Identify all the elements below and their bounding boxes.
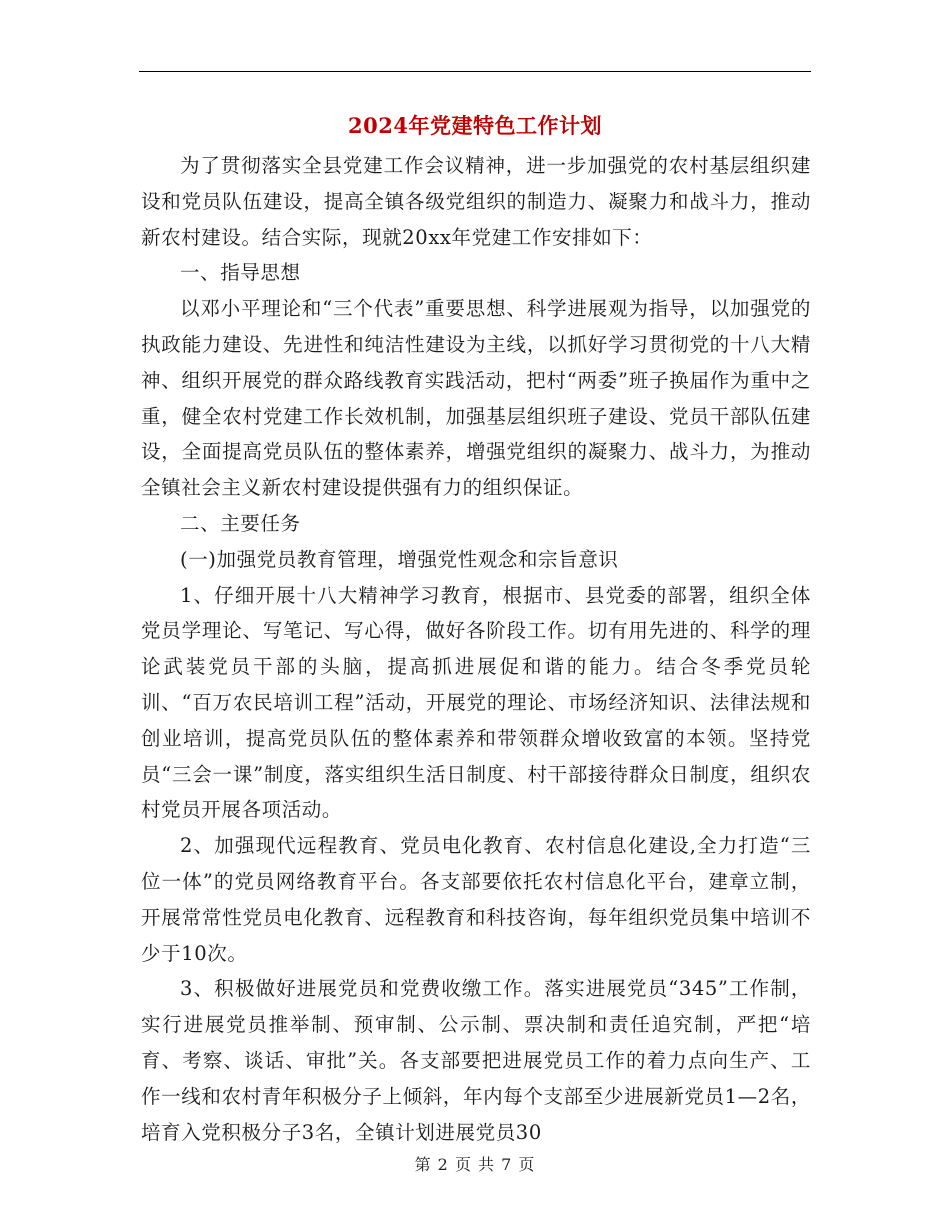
heading-guiding-ideology: 一、指导思想 [180,261,301,285]
paragraph-guiding-ideology: 以邓小平理论和“三个代表”重要思想、科学进展观为指导，以加强党的执政能力建设、先进性和纯洁性建设为主线，以抓好学习贯彻党的十八大精神、组织开展党的群众路线教育实践活动，把村“两委”班子换届作为重中之重，健全农村党建工作长效机制，加强基层组织班子建设、党员干部队伍建设，全面提高党员队伍的整体素养，增强党组织的凝聚力、战斗力，为推动全镇社会主义新农村建设提供强有力的组织保证。 [141,297,811,500]
document-body [141,148,811,1150]
document-title: 2024年党建特色工作计划 [348,113,602,138]
paragraph-task-1-item-3: 3、积极做好进展党员和党费收缴工作。落实进展党员“345”工作制，实行进展党员推举制、预审制、公示制、票决制和责任追究制，严把“培育、考察、谈话、审批”关。各支部要把进展党员工作的着力点向生产、工作一线和农村青年积极分子上倾斜，年内每个支部至少进展新党员1—2名，培育入党积极分子3名，全镇计划进展党员30 [141,977,811,1144]
paragraph-task-1-item-1: 1、仔细开展十八大精神学习教育，根据市、县党委的部署，组织全体党员学理论、写笔记、写心得，做好各阶段工作。切有用先进的、科学的理论武装党员干部的头脑，提高抓进展促和谐的能力。结合冬季党员轮训、“百万农民培训工程”活动，开展党的理论、市场经济知识、法律法规和创业培训，提高党员队伍的整体素养和带领群众增收致富的本领。坚持党员“三会一课”制度，落实组织生活日制度、村干部接待群众日制度，组织农村党员开展各项活动。 [141,583,811,822]
header-rule [139,71,811,72]
page-number-footer: 第 2 页 共 7 页 [414,1155,536,1174]
paragraph-intro: 为了贯彻落实全县党建工作会议精神，进一步加强党的农村基层组织建设和党员队伍建设，提高全镇各级党组织的制造力、凝聚力和战斗力，推动新农村建设。结合实际，现就20xx年党建工作安排如下： [141,154,811,249]
subheading-task-1: (一)加强党员教育管理，增强党性观念和宗旨意识 [180,547,619,571]
heading-main-tasks: 二、主要任务 [180,511,301,535]
paragraph-task-1-item-2: 2、加强现代远程教育、党员电化教育、农村信息化建设,全力打造“三位一体”的党员网络教育平台。各支部要依托农村信息化平台，建章立制，开展常常性党员电化教育、远程教育和科技咨询，每年组织党员集中培训不少于10次。 [141,834,811,965]
